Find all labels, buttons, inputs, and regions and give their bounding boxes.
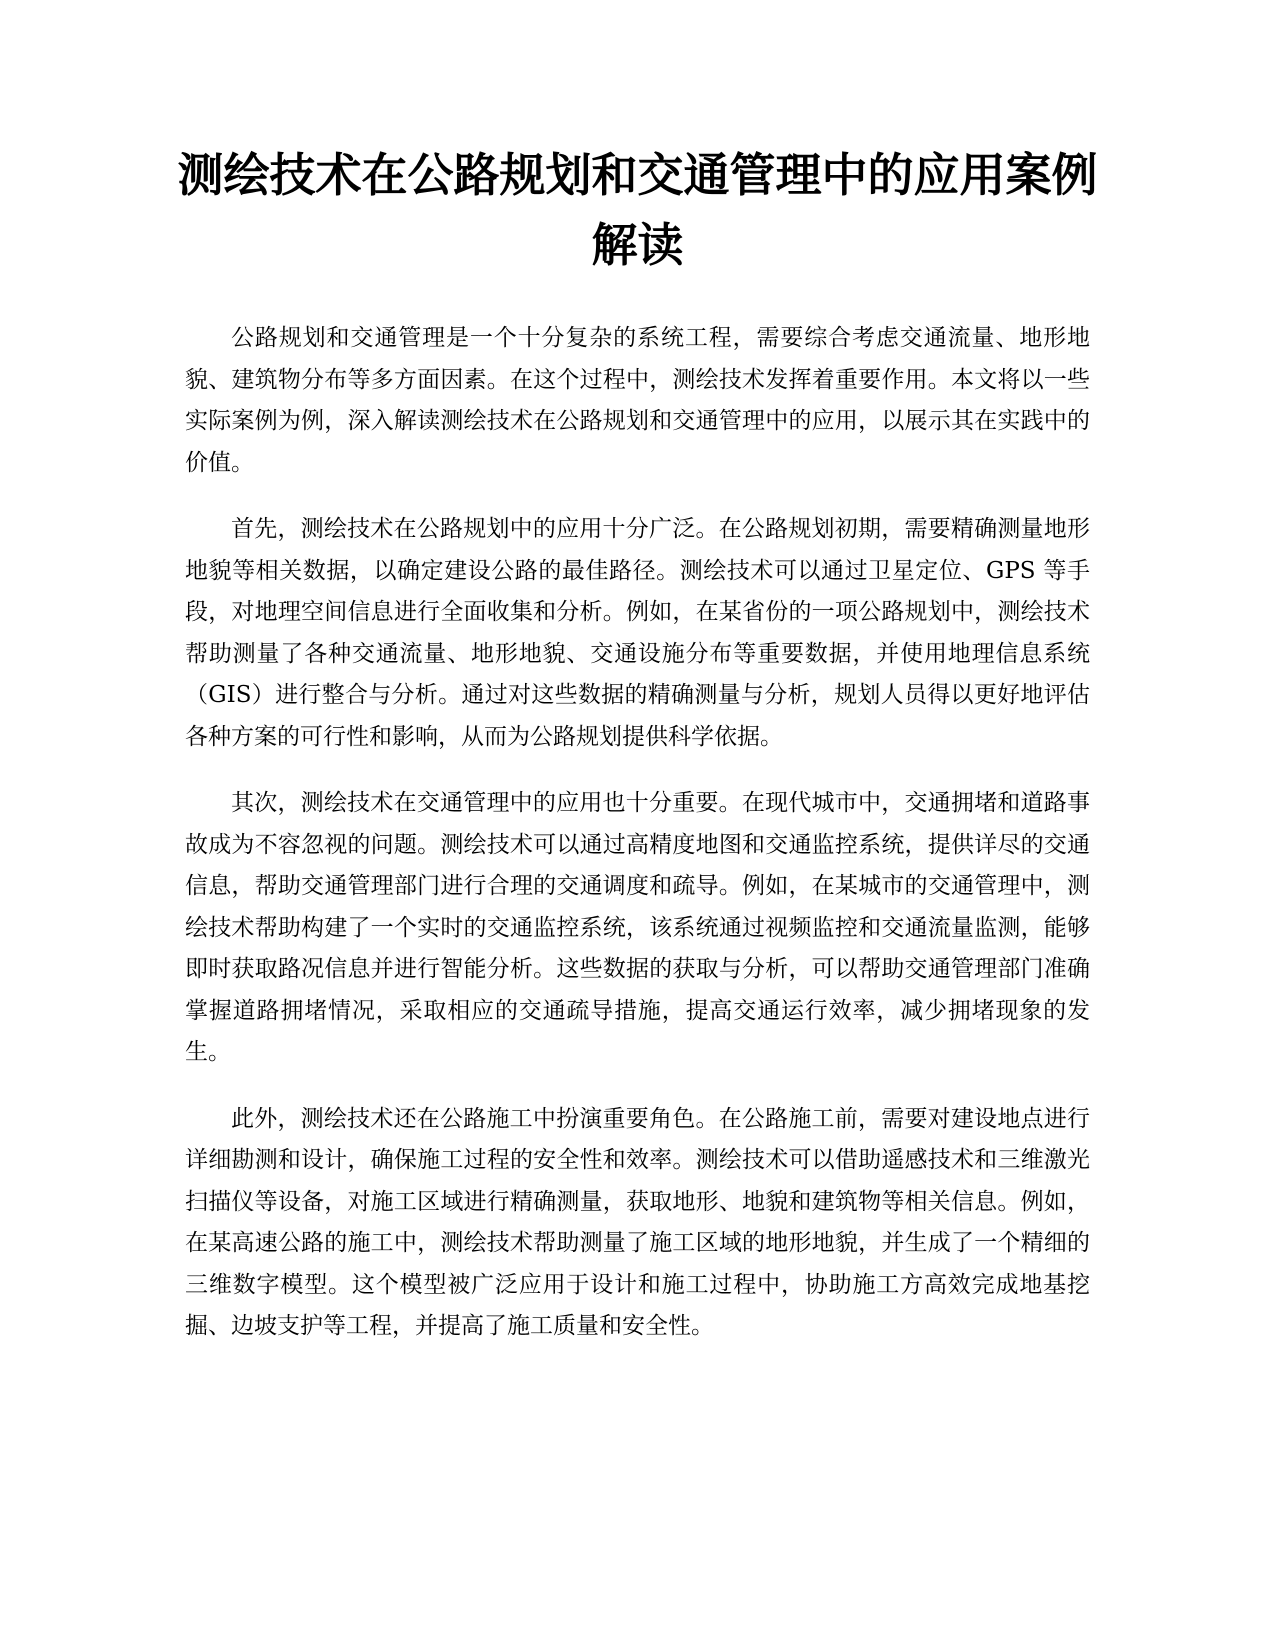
paragraph-3: 其次，测绘技术在交通管理中的应用也十分重要。在现代城市中，交通拥堵和道路事故成为不容忽视的问题。测绘技术可以通过高精度地图和交通监控系统，提供详尽的交通信息，帮助交通管理部门进行合理的交通调度和疏导。例如，在某城市的交通管理中，测绘技术帮助构建了一个实时的交通监控系统，该系统通过视频监控和交通流量监测，能够即时获取路况信息并进行智能分析。这些数据的获取与分析，可以帮助交通管理部门准确掌握道路拥堵情况，采取相应的交通疏导措施，提高交通运行效率，减少拥堵现象的发生。	[185, 790, 1090, 1065]
paragraph-4: 此外，测绘技术还在公路施工中扮演重要角色。在公路施工前，需要对建设地点进行详细勘测和设计，确保施工过程的安全性和效率。测绘技术可以借助遥感技术和三维激光扫描仪等设备，对施工区域进行精确测量，获取地形、地貌和建筑物等相关信息。例如，在某高速公路的施工中，测绘技术帮助测量了施工区域的地形地貌，并生成了一个精细的三维数字模型。这个模型被广泛应用于设计和施工过程中，协助施工方高效完成地基挖掘、边坡支护等工程，并提高了施工质量和安全性。	[185, 1105, 1090, 1339]
document-body	[185, 318, 1090, 1373]
document-title: 测绘技术在公路规划和交通管理中的应用案例解读	[177, 148, 1098, 272]
paragraph-2: 首先，测绘技术在公路规划中的应用十分广泛。在公路规划初期，需要精确测量地形地貌等相关数据，以确定建设公路的最佳路径。测绘技术可以通过卫星定位、GPS 等手段，对地理空间信息进行全面收集和分析。例如，在某省份的一项公路规划中，测绘技术帮助测量了各种交通流量、地形地貌、交通设施分布等重要数据，并使用地理信息系统（GIS）进行整合与分析。通过对这些数据的精确测量与分析，规划人员得以更好地评估各种方案的可行性和影响，从而为公路规划提供科学依据。	[185, 516, 1090, 750]
paragraph-1: 公路规划和交通管理是一个十分复杂的系统工程，需要综合考虑交通流量、地形地貌、建筑物分布等多方面因素。在这个过程中，测绘技术发挥着重要作用。本文将以一些实际案例为例，深入解读测绘技术在公路规划和交通管理中的应用，以展示其在实践中的价值。	[185, 325, 1090, 476]
